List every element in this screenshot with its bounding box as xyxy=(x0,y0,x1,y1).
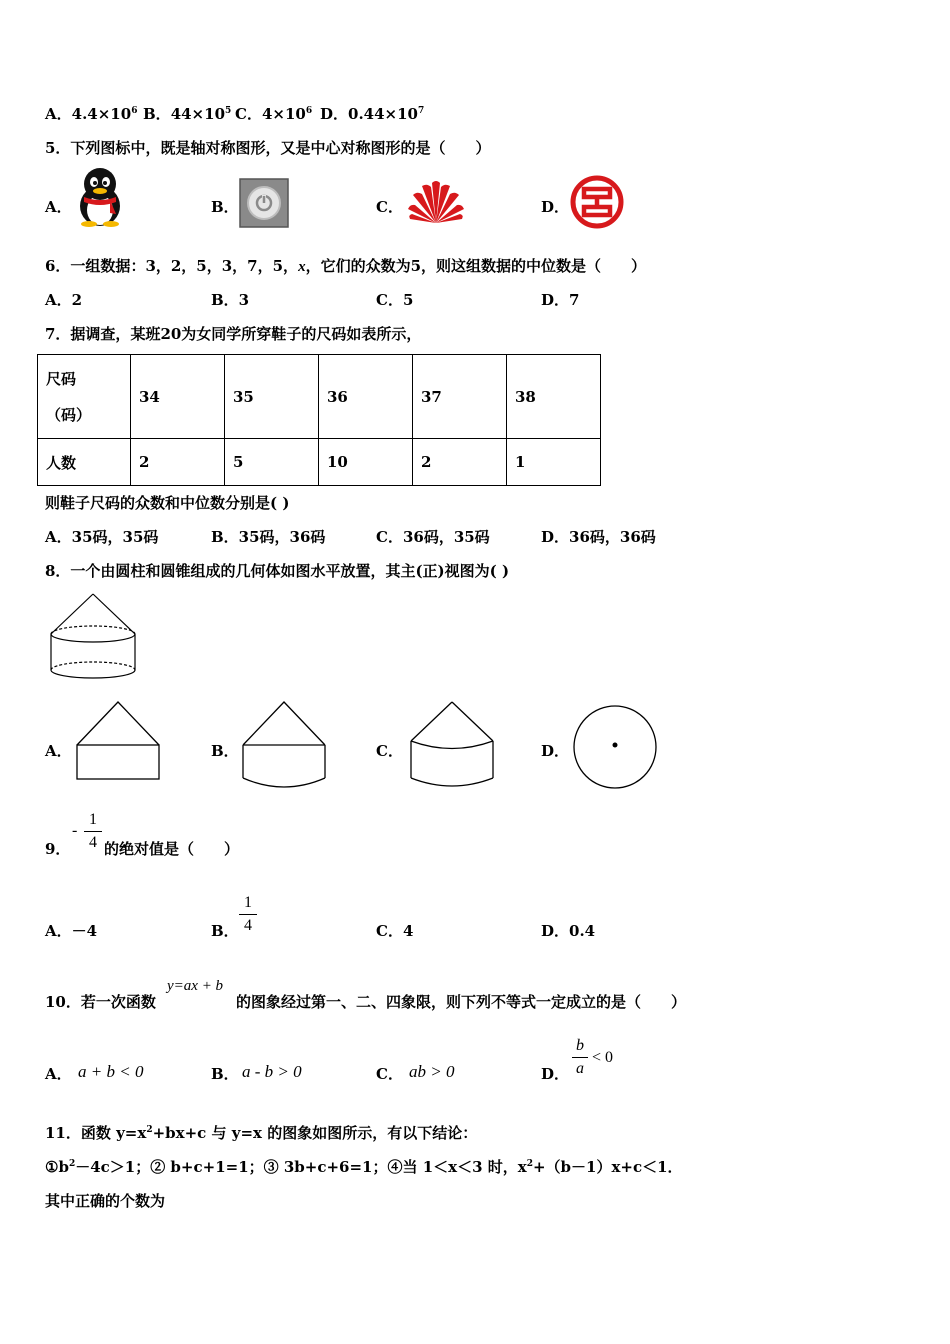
table-cell: 5 xyxy=(225,439,319,486)
table-cell: 34 xyxy=(131,355,225,439)
q6-option-d: D．7 xyxy=(541,291,580,309)
huawei-logo-icon xyxy=(405,177,467,225)
table-header-count: 人数 xyxy=(38,439,131,486)
q7-question: 则鞋子尺码的众数和中位数分别是( ) xyxy=(45,494,290,512)
fraction-numerator: 1 xyxy=(89,811,97,828)
q9-option-c: C．4 xyxy=(376,922,414,940)
q9-minus-sign: - xyxy=(72,822,78,839)
q5-option-c-label: C． xyxy=(376,198,403,216)
q8-stem: 8．一个由圆柱和圆锥组成的几何体如图水平放置，其主(正)视图为( ) xyxy=(45,562,510,580)
q5-option-b-label: B． xyxy=(211,198,239,216)
q7-stem: 7．据调查，某班20为女同学所穿鞋子的尺码如表所示， xyxy=(45,325,422,343)
q10-option-d-fraction xyxy=(572,1037,588,1078)
q7-option-c: C．36码，35码 xyxy=(376,528,490,546)
q6-option-a: A．2 xyxy=(45,291,83,309)
shoe-size-table xyxy=(37,354,601,486)
table-cell: 2 xyxy=(413,439,507,486)
q5-option-d-label: D． xyxy=(541,198,570,216)
table-cell: 10 xyxy=(319,439,413,486)
q6-option-b: B．3 xyxy=(211,291,250,309)
q5-stem: 5．下列图标中，既是轴对称图形，又是中心对称图形的是（ ） xyxy=(45,139,491,157)
qq-penguin-icon xyxy=(72,166,128,228)
q10-formula: y=ax + b xyxy=(167,978,224,994)
q10-option-b-label: B． xyxy=(211,1065,239,1083)
q10-stem-start: 10．若一次函数 xyxy=(45,993,156,1011)
fraction-denominator: a xyxy=(576,1060,584,1077)
q9-option-d: D．0.4 xyxy=(541,922,596,940)
fraction-denominator: 4 xyxy=(244,917,252,934)
q11-statements: $①b^2-4c>1$；② b+c+1=1；③ 3b+c+6=1；④当 1＜x＜3 时，$x^2+(b-1)x+c<1$． xyxy=(45,1158,683,1176)
q4-option-c: C．$4\times 10^6$ xyxy=(235,105,313,123)
q9-option-b-label: B． xyxy=(211,922,239,940)
icbc-logo-icon xyxy=(570,175,624,229)
fraction-numerator: b xyxy=(576,1037,584,1054)
q10-option-b: a - b > 0 xyxy=(242,1062,302,1081)
table-cell: 2 xyxy=(131,439,225,486)
q6-option-c: C．5 xyxy=(376,291,414,309)
view-d-figure xyxy=(571,704,659,792)
q8-option-a-label: A． xyxy=(45,742,72,760)
view-a-figure xyxy=(75,700,161,782)
q7-option-a: A．35码，35码 xyxy=(45,528,159,546)
q7-option-d: D．36码，36码 xyxy=(541,528,656,546)
view-c-figure xyxy=(408,700,496,790)
fraction-denominator: 4 xyxy=(89,834,97,851)
q8-option-d-label: D． xyxy=(541,742,570,760)
q5-option-a-label: A． xyxy=(45,198,72,216)
q10-option-a-label: A． xyxy=(45,1065,72,1083)
q6-stem: 6．一组数据：3，2，5，3，7，5，x，它们的众数为5，则这组数据的中位数是（ ） xyxy=(45,257,647,275)
table-cell: 37 xyxy=(413,355,507,439)
q10-stem-end: 的图象经过第一、二、四象限，则下列不等式一定成立的是（ ） xyxy=(236,993,687,1011)
q8-option-c-label: C． xyxy=(376,742,403,760)
q9-option-a: A．－4 xyxy=(45,922,98,940)
q4-option-b: B．$44\times 10^5$ xyxy=(143,105,232,123)
q7-option-b: B．35码，36码 xyxy=(211,528,326,546)
q9-option-b-fraction xyxy=(239,894,257,935)
fraction-numerator: 1 xyxy=(244,894,252,911)
q11-question: 其中正确的个数为 xyxy=(45,1192,166,1210)
q10-option-c: ab > 0 xyxy=(409,1062,455,1081)
q11-stem: 11．函数 $y=x^2+bx+c$ 与 y=x 的图象如图所示，有以下结论： xyxy=(45,1124,478,1142)
q10-option-c-label: C． xyxy=(376,1065,403,1083)
table-cell: 36 xyxy=(319,355,413,439)
q4-option-d: D．$0.44\times 10^7$ xyxy=(320,105,425,123)
cylinder-cone-solid-figure xyxy=(48,592,138,684)
power-button-icon xyxy=(239,178,289,228)
view-b-figure xyxy=(241,700,327,790)
q10-option-d-label: D． xyxy=(541,1065,570,1083)
q4-option-a: A．$4.4\times 10^6$ xyxy=(45,105,138,123)
table-cell: 38 xyxy=(507,355,601,439)
table-header-size: 尺码 （码） xyxy=(38,355,131,439)
q9-stem: 的绝对值是（ ） xyxy=(104,840,240,858)
table-cell: 1 xyxy=(507,439,601,486)
q9-fraction xyxy=(84,811,102,852)
table-cell: 35 xyxy=(225,355,319,439)
q10-option-d-relation: < 0 xyxy=(592,1049,614,1066)
q8-option-b-label: B． xyxy=(211,742,239,760)
q10-option-a: a + b < 0 xyxy=(78,1062,144,1081)
q9-number: 9． xyxy=(45,840,71,858)
